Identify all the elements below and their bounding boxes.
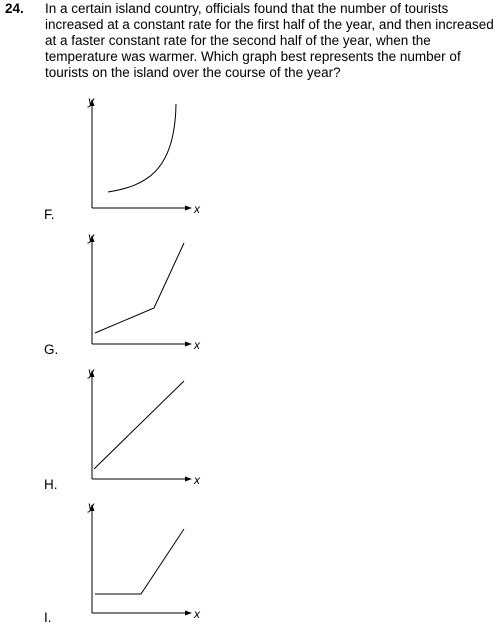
x-axis-label: x: [194, 607, 200, 621]
choice-label-g: G.: [44, 342, 59, 357]
y-axis-arrow: [90, 370, 95, 479]
y-axis-arrow: [90, 235, 95, 344]
choice-label-f: F.: [44, 207, 55, 222]
graph-i: [80, 501, 205, 629]
x-axis-label: x: [194, 338, 200, 352]
question-text: In a certain island country, officials found that the number of tourists increased at a constant rate for the first half of the year, and then increased at a faster constant rate for the second half of the year, when the temperature was warmer. Which graph best represents the number of tourists on the island over the course of the year?: [45, 1, 494, 80]
y-axis-arrow: [90, 504, 95, 613]
graph-f: [80, 96, 205, 224]
y-axis-label: y: [88, 230, 94, 244]
graph-line: [95, 243, 184, 333]
x-axis-arrow: [92, 611, 192, 616]
y-axis-label: y: [88, 94, 94, 108]
x-axis-arrow: [92, 206, 192, 211]
y-axis-arrow: [90, 99, 95, 208]
graph-curve: [108, 104, 176, 192]
graph-g: [80, 232, 205, 360]
x-axis-label: x: [194, 202, 200, 216]
choice-label-h: H.: [44, 477, 58, 492]
x-axis-label: x: [194, 473, 200, 487]
x-axis-arrow: [92, 477, 192, 482]
question-number: 24.: [5, 1, 24, 16]
y-axis-label: y: [88, 499, 94, 513]
x-axis-arrow: [92, 342, 192, 347]
y-axis-label: y: [88, 365, 94, 379]
graph-line: [94, 381, 184, 469]
graph-line: [95, 529, 184, 594]
graph-h: [80, 367, 205, 495]
choice-label-i: I.: [44, 610, 52, 625]
